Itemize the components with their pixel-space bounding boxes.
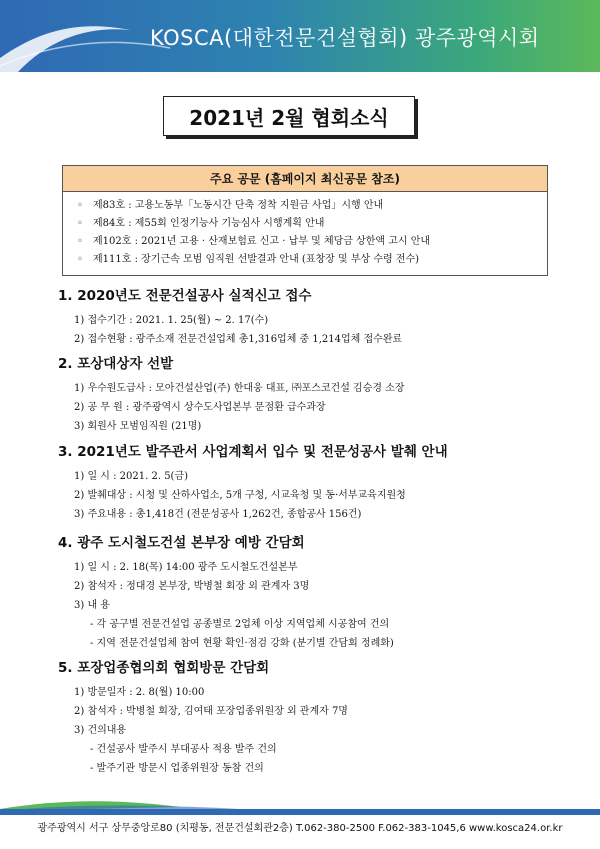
notice-heading: 주요 공문 (홈페이지 최신공문 참조) [63,166,547,192]
section-subrow: - 발주기관 방문시 업종위원장 동참 건의 [90,763,264,774]
section-row: 3) 주요내용 : 총1,418건 (전문성공사 1,262건, 종합공사 156건) [74,509,362,520]
notice-list [63,192,547,275]
section-row: 1) 일 시 : 2021. 2. 5(금) [74,471,189,482]
org-title: KOSCA(대한전문건설협회) 광주광역시회 [150,26,540,50]
section-row: 1) 접수기간 : 2021. 1. 25(월) ~ 2. 17(수) [74,315,269,326]
section-row: 2) 공 무 원 : 광주광역시 상수도사업본부 문점환 급수과장 [74,402,326,413]
section-subrow: - 건설공사 발주시 부대공사 적용 발주 건의 [90,744,277,755]
notice-box [62,165,548,276]
section-row: 2) 접수현황 : 광주소재 전문건설업체 총1,316업체 중 1,214업체 접수완료 [74,334,403,345]
section-row: 1) 일 시 : 2. 18(목) 14:00 광주 도시철도건설본부 [74,562,298,573]
document-title: 2021년 2월 협회소식 [163,96,415,136]
section-heading: 3. 2021년도 발주관서 사업계획서 입수 및 전문성공사 발췌 안내 [58,444,448,460]
bullet-icon: ◦ [77,218,83,229]
section-4 [58,532,578,653]
section-heading: 4. 광주 도시철도건설 본부장 예방 간담회 [58,535,305,551]
section-row: 3) 내 용 [74,600,110,611]
header-banner [0,0,600,72]
footer-bar [0,809,600,815]
section-row: 2) 참석자 : 박병철 회장, 김여태 포장업종위원장 외 관계자 7명 [74,706,348,717]
bullet-icon: ◦ [77,254,83,265]
section-subrow: - 각 공구별 전문건설업 공종별로 2업체 이상 지역업체 시공참여 건의 [90,619,390,630]
bullet-icon: ◦ [77,200,83,211]
section-row: 3) 회원사 모범임직원 (21명) [74,421,202,432]
section-heading: 2. 포상대상자 선발 [58,356,174,372]
footer-contact: 광주광역시 서구 상무중앙로80 (치평동, 전문건설회관2층) T.062-380-2500 F.062-383-1045,6 www.kosca24.or.kr [37,823,563,834]
section-row: 3) 건의내용 [74,725,127,736]
notice-item: ◦ 제84호 : 제55회 인정기능사 기능심사 시행계획 안내 [77,215,547,233]
section-row: 1) 방문일자 : 2. 8(월) 10:00 [74,687,205,698]
section-heading: 1. 2020년도 전문건설공사 실적신고 접수 [58,288,312,304]
section-row: 1) 우수원도급사 : 모아건설산업(주) 한대웅 대표, ㈜포스코건설 김승경 소장 [74,383,405,394]
section-subrow: - 지역 전문건설업체 참여 현황 확인·점검 강화 (분기별 간담회 정례화) [90,638,394,649]
notice-item: ◦ 제111호 : 장기근속 모범 임직원 선발결과 안내 (표창장 및 부상 수령 전수) [77,251,547,269]
section-heading: 5. 포장업종협의회 협회방문 간담회 [58,660,270,676]
section-1 [58,285,578,349]
bullet-icon: ◦ [77,236,83,247]
notice-item: ◦ 제83호 : 고용노동부「노동시간 단축 정착 지원금 사업」시행 안내 [77,197,547,215]
section-row: 2) 참석자 : 정대경 본부장, 박병철 회장 외 관계자 3명 [74,581,310,592]
section-2 [58,353,578,436]
section-5 [58,657,578,778]
section-row: 2) 발췌대상 : 시청 및 산하사업소, 5개 구청, 시교육청 및 동·서부교육지원청 [74,490,406,501]
notice-item: ◦ 제102호 : 2021년 고용 · 산재보험료 신고 · 납부 및 체당금 상한액 고시 안내 [77,233,547,251]
section-3 [58,441,578,524]
